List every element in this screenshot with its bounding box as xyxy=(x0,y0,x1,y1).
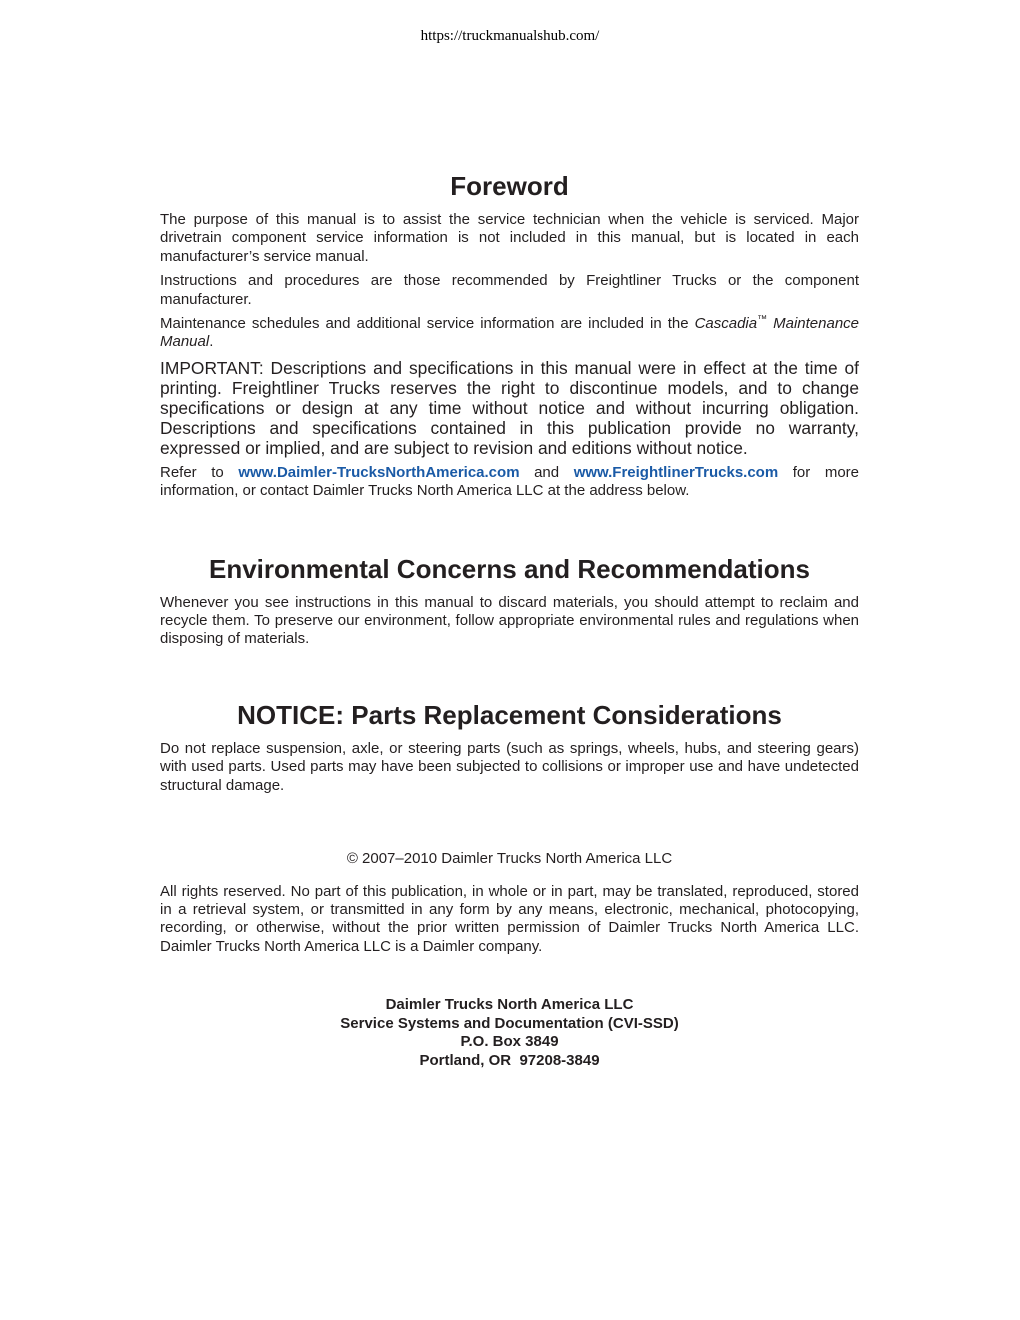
notice-section xyxy=(160,699,859,795)
daimler-link[interactable]: www.Daimler-TrucksNorthAmerica.com xyxy=(238,463,520,481)
maintenance-suffix: . xyxy=(209,333,214,351)
company-address xyxy=(160,996,859,1070)
manual-title-cascadia: Cascadia xyxy=(694,315,758,333)
manual-title-rest: Maintenance Manual xyxy=(160,315,860,351)
page-content xyxy=(160,170,859,1071)
foreword-paragraph-2: Instructions and procedures are those recommended by Freightliner Trucks or the component manufacturer. xyxy=(160,272,859,308)
rights-paragraph: All rights reserved. No part of this publication, in whole or in part, may be translated, reproduced, stored in a retrieval system, or transmitted in any form by any means, electronic, mechanical, photocopying, recording, or otherwise, without the prior written permission of Daimler Trucks North America LLC. Daimler Trucks North America LLC is a Daimler company. xyxy=(160,882,859,955)
refer-prefix: Refer to xyxy=(160,463,239,481)
foreword-section xyxy=(160,170,859,501)
environmental-title: Environmental Concerns and Recommendations xyxy=(208,553,810,584)
environmental-paragraph: Whenever you see instructions in this manual to discard materials, you should attempt to reclaim and recycle them. To preserve our environment, follow appropriate environmental rules and regulations when disposing of materials. xyxy=(160,593,859,648)
notice-title: NOTICE: Parts Replacement Considerations xyxy=(237,699,782,730)
freightliner-link[interactable]: www.FreightlinerTrucks.com xyxy=(573,463,779,481)
refer-suffix: for more information, or contact Daimler Trucks North America LLC at the address below. xyxy=(160,463,859,500)
address-city: Portland, OR 97208-3849 xyxy=(419,1051,600,1069)
notice-paragraph: Do not replace suspension, axle, or steering parts (such as springs, wheels, hubs, and steering gears) with used parts. Used parts may have been subjected to collisions or improper use and have undetected structural damage. xyxy=(160,739,859,794)
address-department: Service Systems and Documentation (CVI-SSD) xyxy=(340,1014,679,1032)
foreword-paragraph-3 xyxy=(160,315,859,352)
environmental-section xyxy=(160,553,859,649)
address-company: Daimler Trucks North America LLC xyxy=(385,996,634,1014)
foreword-paragraph-1: The purpose of this manual is to assist the service technician when the vehicle is serviced. Major drivetrain component service information is not included in this manual, but is located in each manufacturer’s service manual. xyxy=(160,211,859,265)
address-pobox: P.O. Box 3849 xyxy=(460,1033,559,1051)
important-notice: IMPORTANT: Descriptions and specifications in this manual were in effect at the time of printing. Freightliner Trucks reserves the right to discontinue models, and to change specifications or design at any time without notice and without incurring obligation. Descriptions and specifications contained in this publication provide no warranty, expressed or implied, and are subject to revision and editions without notice. xyxy=(160,357,859,458)
copyright-line: © 2007–2010 Daimler Trucks North America LLC xyxy=(346,850,673,868)
maintenance-text: Maintenance schedules and additional service information are included in the xyxy=(160,315,695,333)
refer-paragraph xyxy=(160,464,859,501)
source-url: https://truckmanualshub.com/ xyxy=(420,28,600,44)
refer-and: and xyxy=(519,463,574,481)
trademark-symbol: ™ xyxy=(757,314,768,326)
foreword-title: Foreword xyxy=(450,171,569,201)
